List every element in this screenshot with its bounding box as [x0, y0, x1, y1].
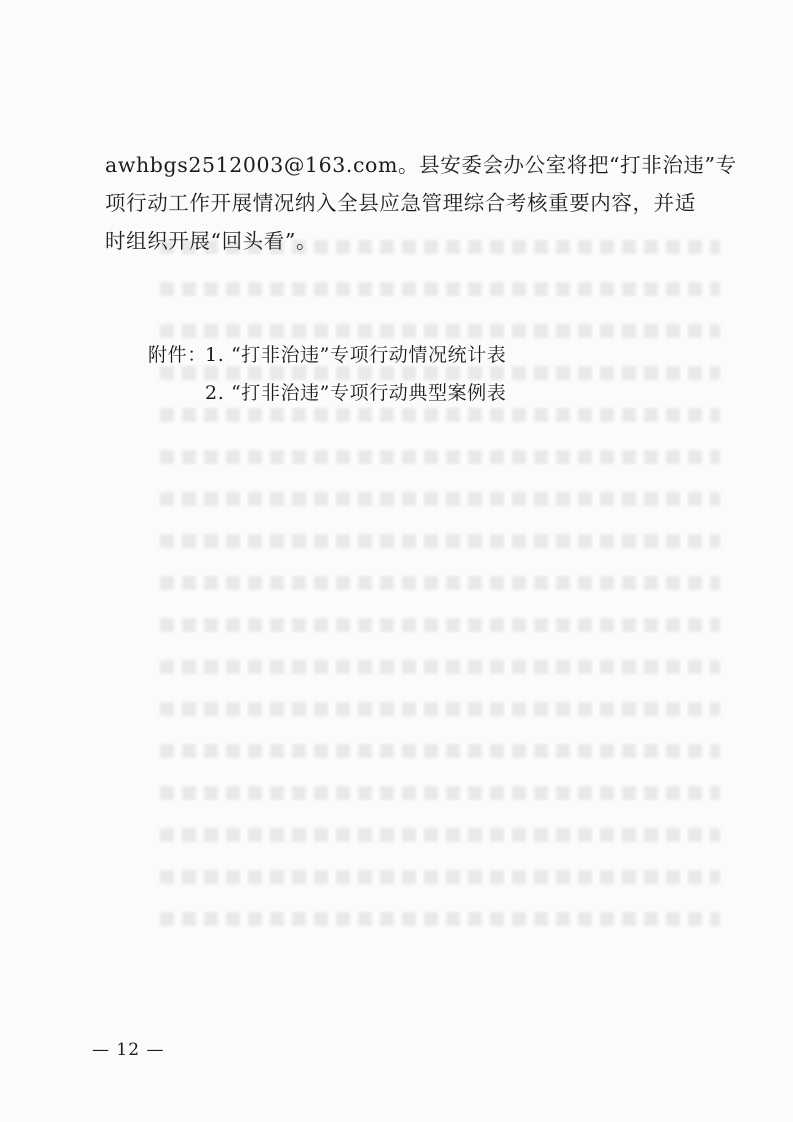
attachment-item-2: 2. “打非治违”专项行动典型案例表: [205, 382, 507, 404]
attachment-item-1: 1. “打非治违”专项行动情况统计表: [205, 344, 507, 366]
attachment-label: 附件：: [148, 344, 207, 366]
body-line: 项行动工作开展情况纳入全县应急管理综合考核重要内容，并适: [105, 191, 696, 215]
page-number: — 12 —: [92, 1040, 165, 1060]
body-line: awhbgs2512003@163.com。县安委会办公室将把“打非治违”专: [105, 153, 737, 177]
body-line: 时组织开展“回头看”。: [105, 229, 318, 253]
body-paragraph: [105, 146, 737, 260]
